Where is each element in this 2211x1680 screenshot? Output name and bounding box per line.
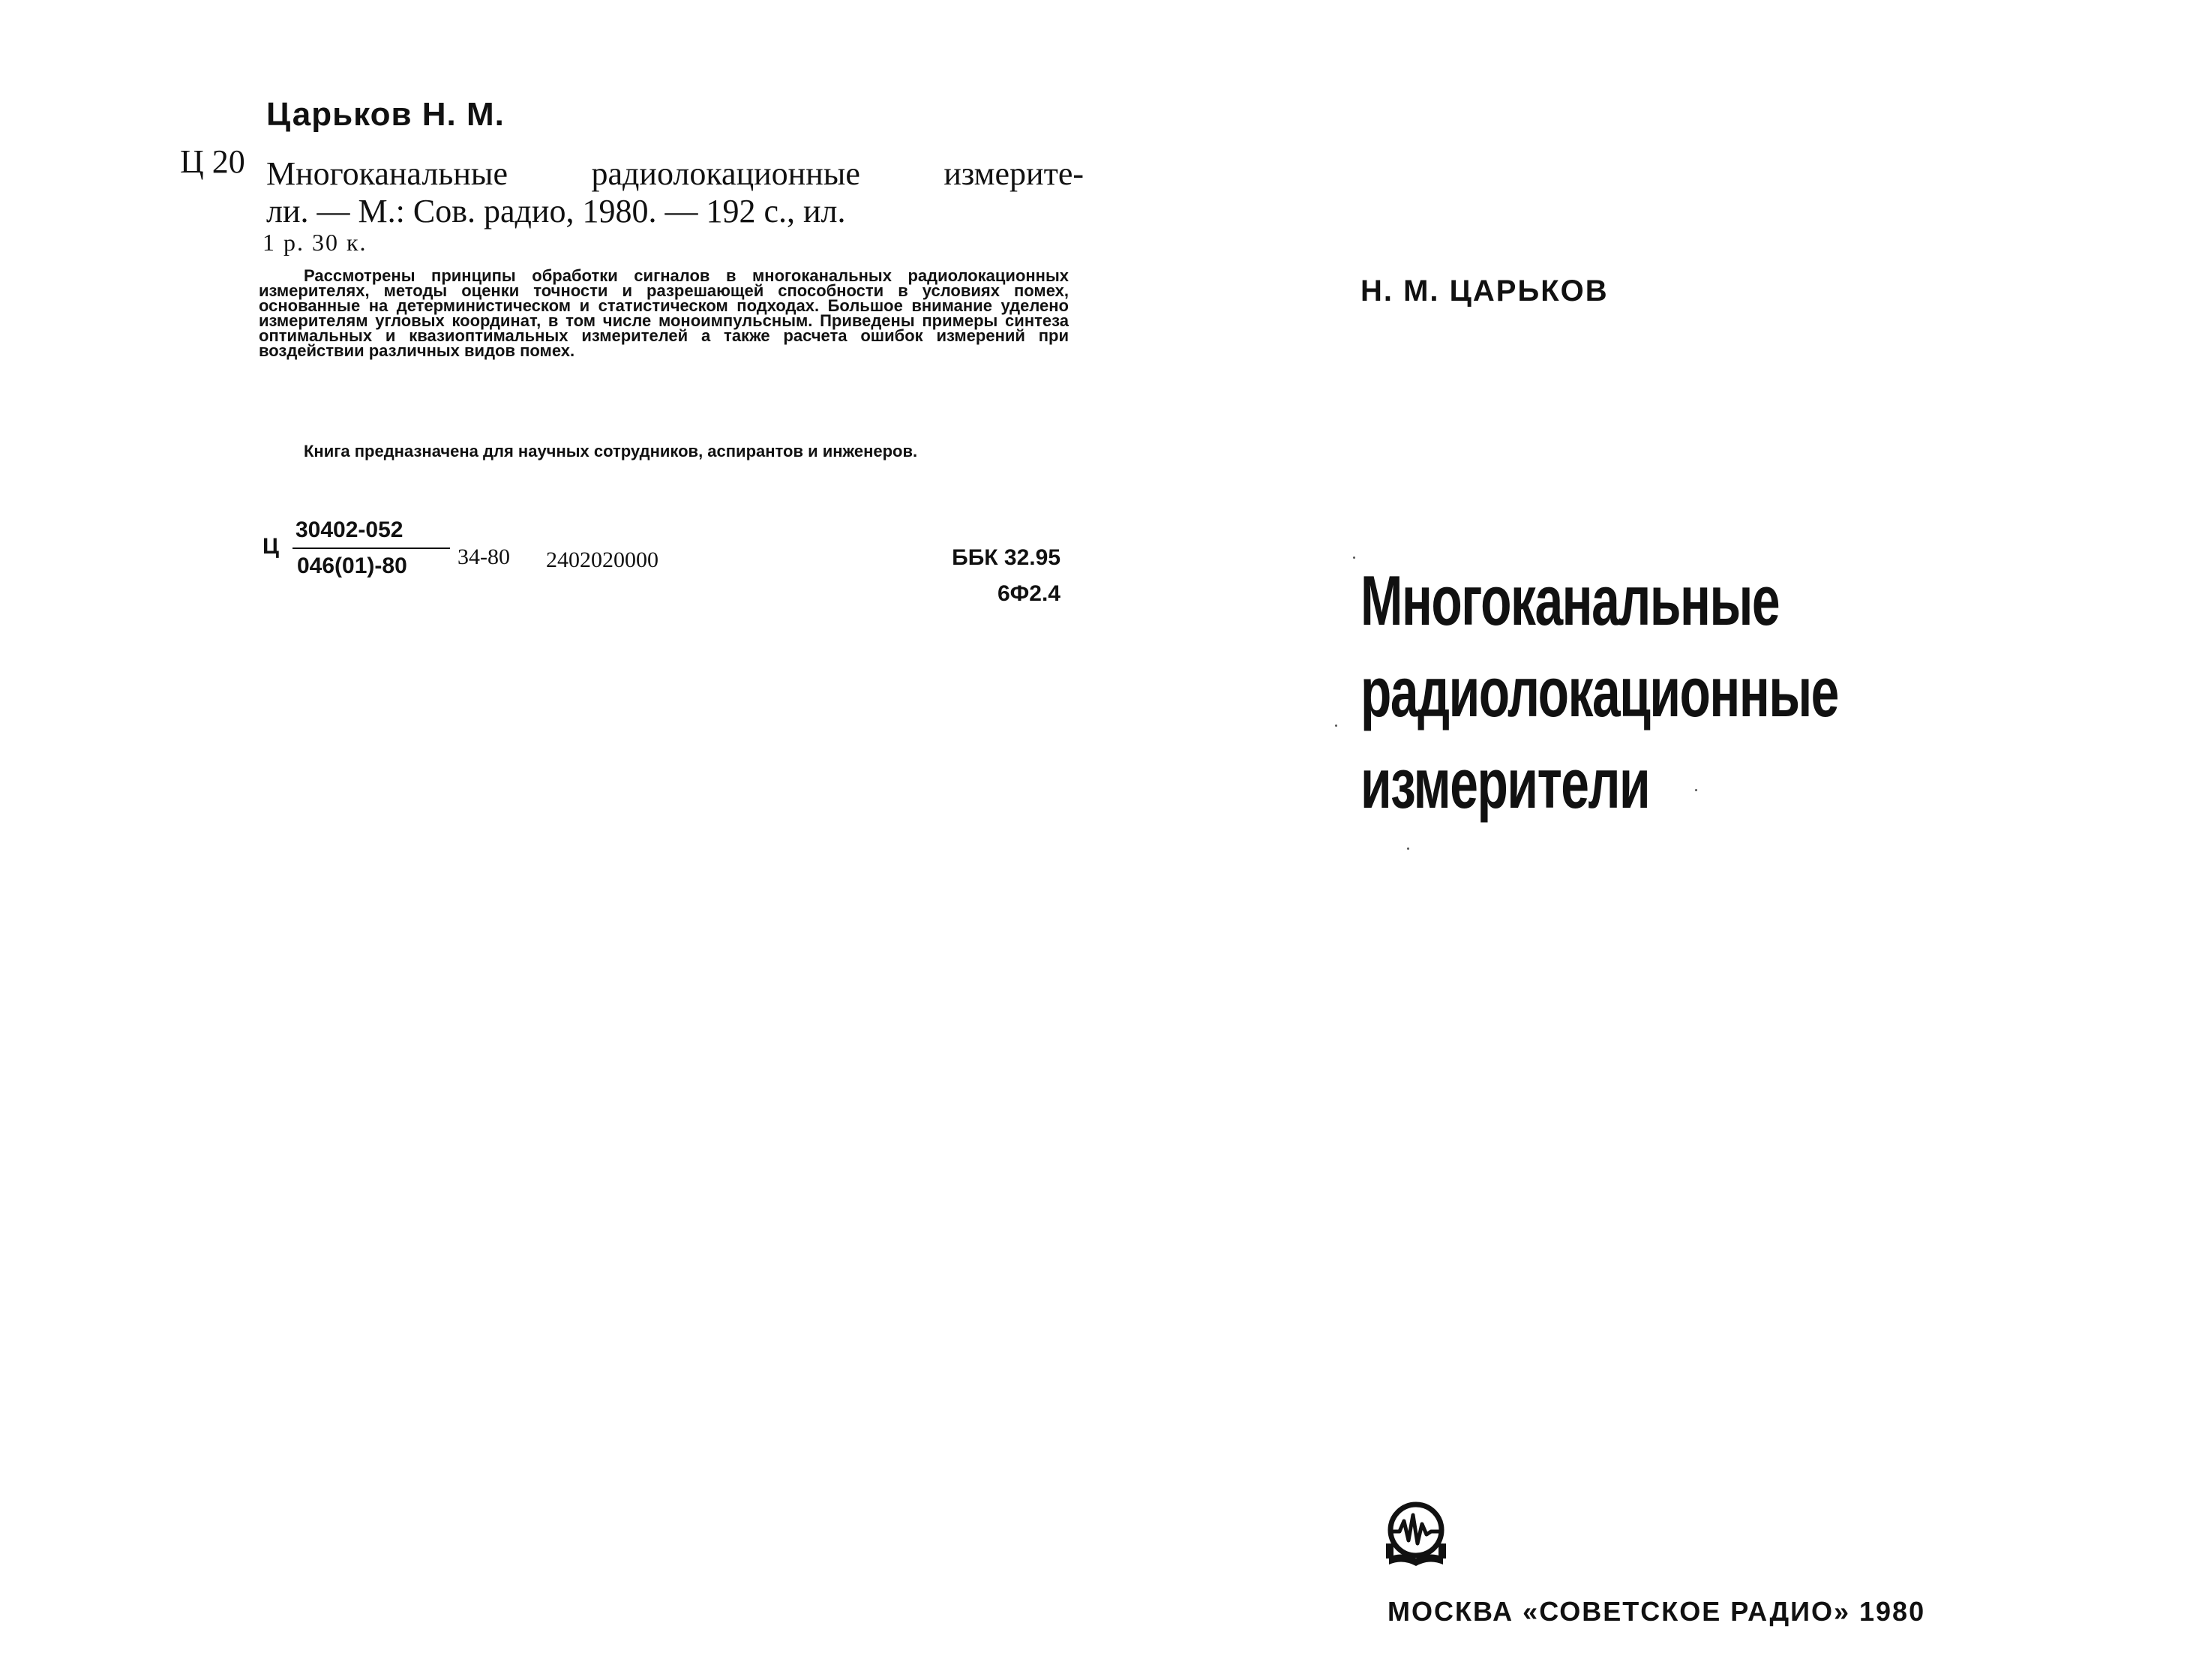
catalog-index: 2402020000 (546, 548, 658, 572)
scan-speck (1407, 848, 1409, 850)
catalog-card-title-line1 (266, 155, 1084, 192)
audience-text: Книга предназначена для научных сотрудников, аспирантов и инженеров. (304, 442, 918, 460)
udk-code: 6Ф2.4 (998, 581, 1060, 606)
catalog-denominator: 046(01)-80 (297, 554, 407, 578)
title-line: Многоканальные (1360, 561, 1780, 640)
catalog-card-abstract (259, 268, 1069, 358)
title-word: Многоканальные (266, 155, 508, 192)
catalog-numerator: 30402-052 (296, 518, 404, 542)
publisher-imprint: МОСКВА «СОВЕТСКОЕ РАДИО» 1980 (1388, 1596, 1926, 1627)
title-word: радиолокационные (591, 155, 860, 192)
title-page-title (1360, 555, 1838, 830)
scan-speck (1695, 789, 1697, 791)
catalog-fraction (292, 518, 450, 579)
scan-speck (1335, 724, 1337, 727)
soviet-radio-logo-icon (1380, 1498, 1452, 1570)
catalog-card-imprint: ли. — М.: Сов. радио, 1980. — 192 с., ил. (266, 193, 846, 230)
catalog-card-title (266, 155, 1084, 230)
catalog-order: 34-80 (458, 544, 510, 569)
catalog-classification (952, 540, 1060, 612)
scan-speck (1353, 556, 1355, 559)
title-line: радиолокационные (1360, 652, 1838, 731)
catalog-card-price: 1 р. 30 к. (262, 229, 368, 256)
abstract-text: Рассмотрены принципы обработки сигналов в многоканальных радиолокационных измерителях, методы оценки точности и разрешающей способности в условиях помех, основанные на детерминистическом и статистическом подходах. Большое внимание уделено измерителям угловых координат, в том числе моноимпульсным. Приведены примеры синтеза оптимальных и квазиоптимальных измерителей а также расчета ошибок измерений при воздействии различных видов помех. (259, 266, 1069, 360)
fraction-bar (292, 548, 450, 549)
right-page (1106, 0, 2211, 1680)
title-word: измерите- (944, 155, 1084, 192)
catalog-card-author: Царьков Н. М. (266, 96, 505, 133)
title-line: измерители (1360, 744, 1650, 823)
title-page-author: Н. М. ЦАРЬКОВ (1360, 274, 1609, 308)
bbk-code: ББК 32.95 (952, 545, 1060, 570)
catalog-card-code: Ц 20 (180, 143, 245, 180)
catalog-letter: Ц (262, 534, 279, 559)
catalog-card-audience (259, 444, 1069, 459)
